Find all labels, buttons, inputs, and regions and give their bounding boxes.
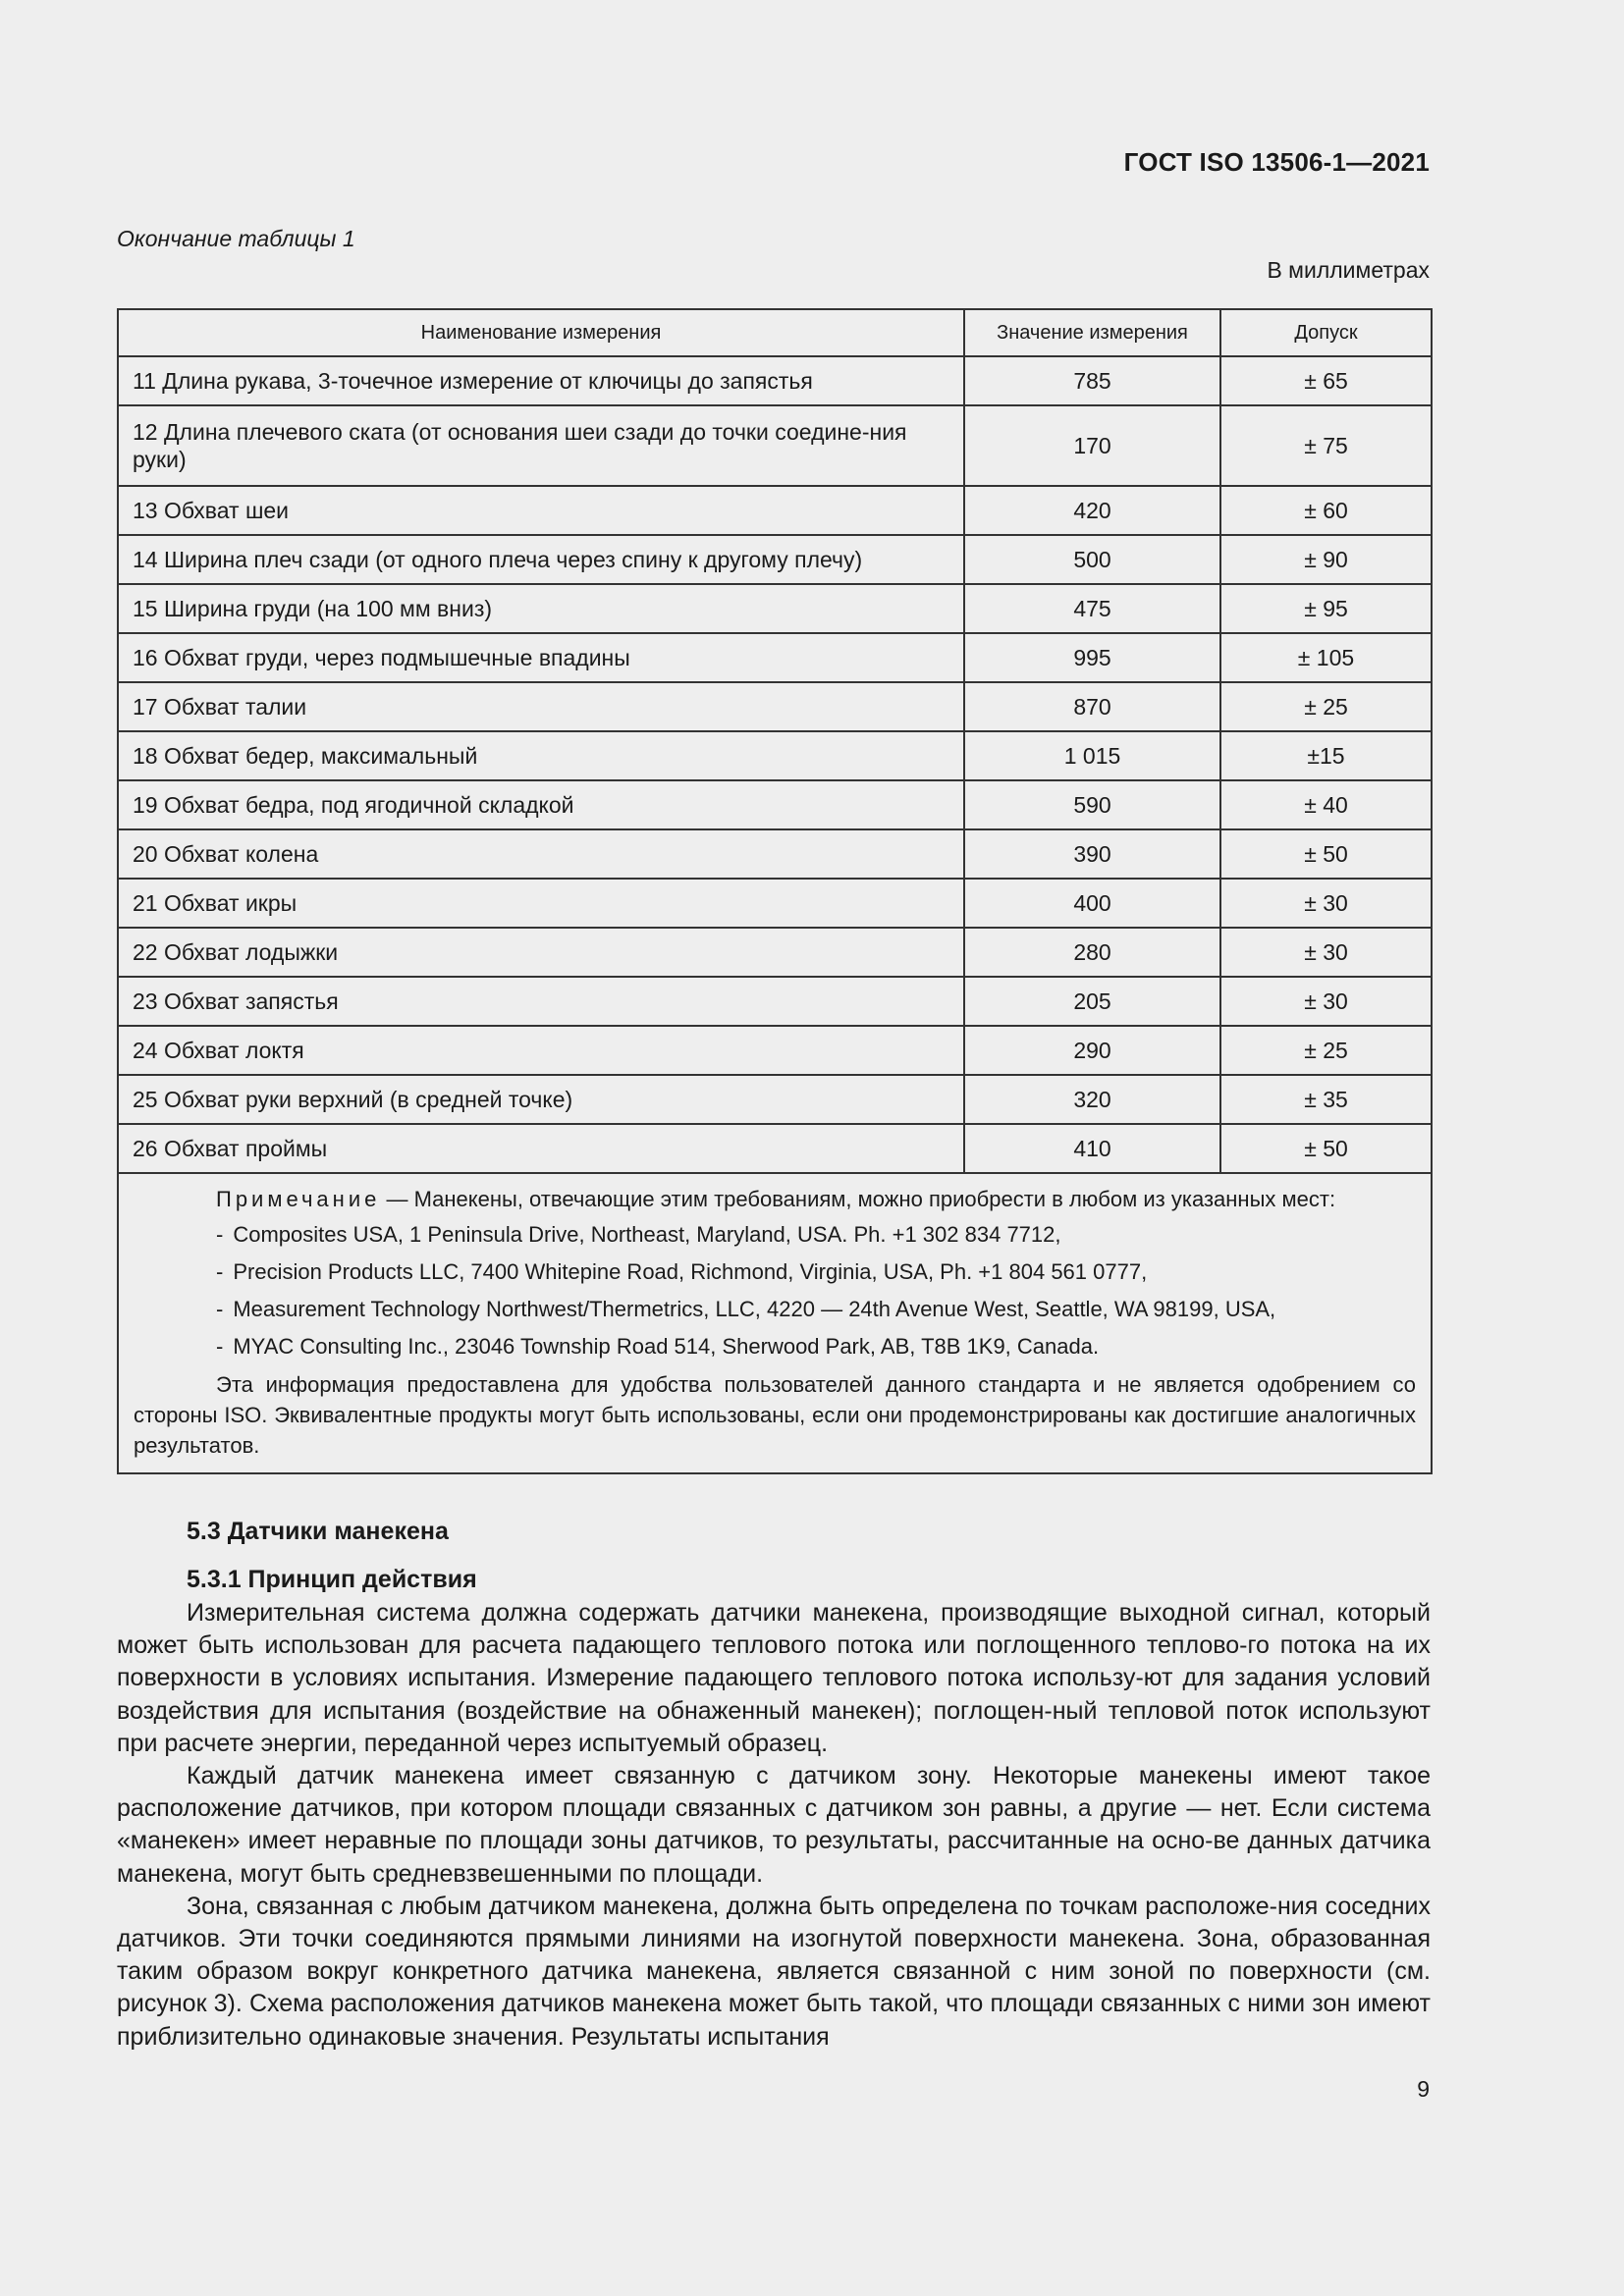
measurement-value: 400 <box>964 879 1220 928</box>
measurement-tolerance: ± 40 <box>1220 780 1432 829</box>
table-row <box>118 633 1432 682</box>
measurement-value: 290 <box>964 1026 1220 1075</box>
measurement-tolerance: ± 50 <box>1220 829 1432 879</box>
section-heading: 5.3 Датчики манекена <box>187 1518 449 1545</box>
measurement-value: 390 <box>964 829 1220 879</box>
measurement-tolerance: ± 35 <box>1220 1075 1432 1124</box>
table-row <box>118 405 1432 486</box>
note-disclaimer: Эта информация предоставлена для удобства пользователей данного стандарта и не является одобрением со стороны ISO. Эквивалентные продукты могут быть использованы, если они продемонстрированы как достигшие аналогичных результатов. <box>134 1372 1416 1458</box>
table-row <box>118 928 1432 977</box>
table-row <box>118 829 1432 879</box>
measurement-tolerance: ± 95 <box>1220 584 1432 633</box>
body-paragraph: Зона, связанная с любым датчиком манекена, должна быть определена по точкам расположе-ния соседних датчиков. Эти точки соединяются прямыми линиями на изогнутой поверхности манекена. Зона, образованная таким образом вокруг конкретного датчика манекена, является связанной с ним зоной по поверхности (см. рисунок 3). Схема расположения датчиков манекена может быть такой, что площади связанных с ними зон имеют приблизительно одинаковые значения. Результаты испытания <box>117 1892 1431 2051</box>
measurement-name: 24 Обхват локтя <box>118 1026 964 1075</box>
measurement-value: 170 <box>964 405 1220 486</box>
note-label: Примечание <box>216 1187 381 1211</box>
section-body <box>117 1597 1431 2054</box>
table-note <box>118 1173 1432 1473</box>
measurement-name: 18 Обхват бедер, максимальный <box>118 731 964 780</box>
supplier-text: MYAC Consulting Inc., 23046 Township Road 514, Sherwood Park, AB, T8B 1K9, Canada. <box>233 1334 1100 1359</box>
measurement-value: 475 <box>964 584 1220 633</box>
measurement-name: 15 Ширина груди (на 100 мм вниз) <box>118 584 964 633</box>
measurement-tolerance: ± 75 <box>1220 405 1432 486</box>
measurement-value: 590 <box>964 780 1220 829</box>
table-caption: Окончание таблицы 1 <box>117 226 355 251</box>
measurement-tolerance: ± 30 <box>1220 879 1432 928</box>
measurement-tolerance: ± 90 <box>1220 535 1432 584</box>
table-row <box>118 977 1432 1026</box>
table-row <box>118 731 1432 780</box>
measurement-value: 785 <box>964 356 1220 405</box>
table-row <box>118 879 1432 928</box>
measurement-tolerance: ± 30 <box>1220 977 1432 1026</box>
measurement-tolerance: ± 25 <box>1220 1026 1432 1075</box>
measurement-value: 280 <box>964 928 1220 977</box>
measurement-value: 320 <box>964 1075 1220 1124</box>
supplier-item: - Precision Products LLC, 7400 Whitepine Road, Richmond, Virginia, USA, Ph. +1 804 561 0777, <box>216 1259 1148 1284</box>
measurement-value: 500 <box>964 535 1220 584</box>
measurement-value: 420 <box>964 486 1220 535</box>
supplier-item: - Measurement Technology Northwest/Thermetrics, LLC, 4220 — 24th Avenue West, Seattle, WA 98199, USA, <box>216 1297 1276 1321</box>
table-row <box>118 780 1432 829</box>
measurement-value: 870 <box>964 682 1220 731</box>
measurement-tolerance: ± 65 <box>1220 356 1432 405</box>
table-row <box>118 584 1432 633</box>
subsection-heading: 5.3.1 Принцип действия <box>187 1566 477 1593</box>
supplier-text: Composites USA, 1 Peninsula Drive, Northeast, Maryland, USA. Ph. +1 302 834 7712, <box>233 1222 1061 1247</box>
column-header-value: Значение измерения <box>964 309 1220 356</box>
measurement-tolerance: ± 50 <box>1220 1124 1432 1173</box>
measurement-name: 13 Обхват шеи <box>118 486 964 535</box>
table-row <box>118 486 1432 535</box>
table-row <box>118 1026 1432 1075</box>
measurement-name: 19 Обхват бедра, под ягодичной складкой <box>118 780 964 829</box>
measurement-name: 17 Обхват талии <box>118 682 964 731</box>
column-header-tolerance: Допуск <box>1220 309 1432 356</box>
measurement-name: 26 Обхват проймы <box>118 1124 964 1173</box>
measurement-value: 995 <box>964 633 1220 682</box>
measurement-name: 23 Обхват запястья <box>118 977 964 1026</box>
measurement-name: 22 Обхват лодыжки <box>118 928 964 977</box>
measurement-tolerance: ± 25 <box>1220 682 1432 731</box>
measurement-value: 410 <box>964 1124 1220 1173</box>
supplier-text: Precision Products LLC, 7400 Whitepine Road, Richmond, Virginia, USA, Ph. +1 804 561 0777, <box>233 1259 1148 1284</box>
measurement-name: 14 Ширина плеч сзади (от одного плеча через спину к другому плечу) <box>118 535 964 584</box>
table-row <box>118 356 1432 405</box>
table-row <box>118 1075 1432 1124</box>
body-paragraph: Измерительная система должна содержать датчики манекена, производящие выходной сигнал, который может быть использован для расчета падающего теплового потока или поглощенного теплово-го потока на их поверхности в условиях испытания. Измерение падающего теплового потока использу-ют для задания условий воздействия для испытания (воздействие на обнаженный манекен); поглощен-ный тепловой поток используют при расчете энергии, переданной через испытуемый образец. <box>117 1599 1431 1757</box>
page-number: 9 <box>1417 2076 1430 2102</box>
measurement-tolerance: ± 105 <box>1220 633 1432 682</box>
table-row <box>118 1124 1432 1173</box>
body-paragraph: Каждый датчик манекена имеет связанную с датчиком зону. Некоторые манекены имеют такое расположение датчиков, при котором площади связанных с датчиком зон равны, а другие — нет. Если система «манекен» имеет неравные по площади зоны датчиков, то результаты, рассчитанные на осно-ве данных датчика манекена, могут быть средневзвешенными по площади. <box>117 1762 1431 1888</box>
measurement-name: 25 Обхват руки верхний (в средней точке) <box>118 1075 964 1124</box>
note-intro-paragraph <box>134 1184 1416 1214</box>
measurement-tolerance: ± 30 <box>1220 928 1432 977</box>
measurement-name: 12 Длина плечевого ската (от основания шеи сзади до точки соедине-ния руки) <box>118 405 964 486</box>
table-note-row <box>118 1173 1432 1473</box>
measurement-tolerance: ±15 <box>1220 731 1432 780</box>
table-row <box>118 682 1432 731</box>
table-header-row <box>118 309 1432 356</box>
column-header-name: Наименование измерения <box>118 309 964 356</box>
measurement-name: 21 Обхват икры <box>118 879 964 928</box>
note-intro-text: — Манекены, отвечающие этим требованиям, можно приобрести в любом из указанных мест: <box>380 1187 1336 1211</box>
supplier-item: - MYAC Consulting Inc., 23046 Township Road 514, Sherwood Park, AB, T8B 1K9, Canada. <box>216 1334 1100 1359</box>
measurement-name: 16 Обхват груди, через подмышечные впадины <box>118 633 964 682</box>
supplier-text: Measurement Technology Northwest/Thermetrics, LLC, 4220 — 24th Avenue West, Seattle, WA 98199, USA, <box>233 1297 1276 1321</box>
table-units: В миллиметрах <box>1267 257 1430 283</box>
supplier-list <box>134 1216 1416 1365</box>
table-row <box>118 535 1432 584</box>
measurement-name: 20 Обхват колена <box>118 829 964 879</box>
document-code: ГОСТ ISO 13506-1—2021 <box>1123 147 1430 177</box>
supplier-item: - Composites USA, 1 Peninsula Drive, Northeast, Maryland, USA. Ph. +1 302 834 7712, <box>216 1222 1061 1247</box>
measurement-tolerance: ± 60 <box>1220 486 1432 535</box>
measurement-value: 1 015 <box>964 731 1220 780</box>
measurement-name: 11 Длина рукава, 3-точечное измерение от ключицы до запястья <box>118 356 964 405</box>
measurements-table <box>117 308 1431 1474</box>
measurement-value: 205 <box>964 977 1220 1026</box>
